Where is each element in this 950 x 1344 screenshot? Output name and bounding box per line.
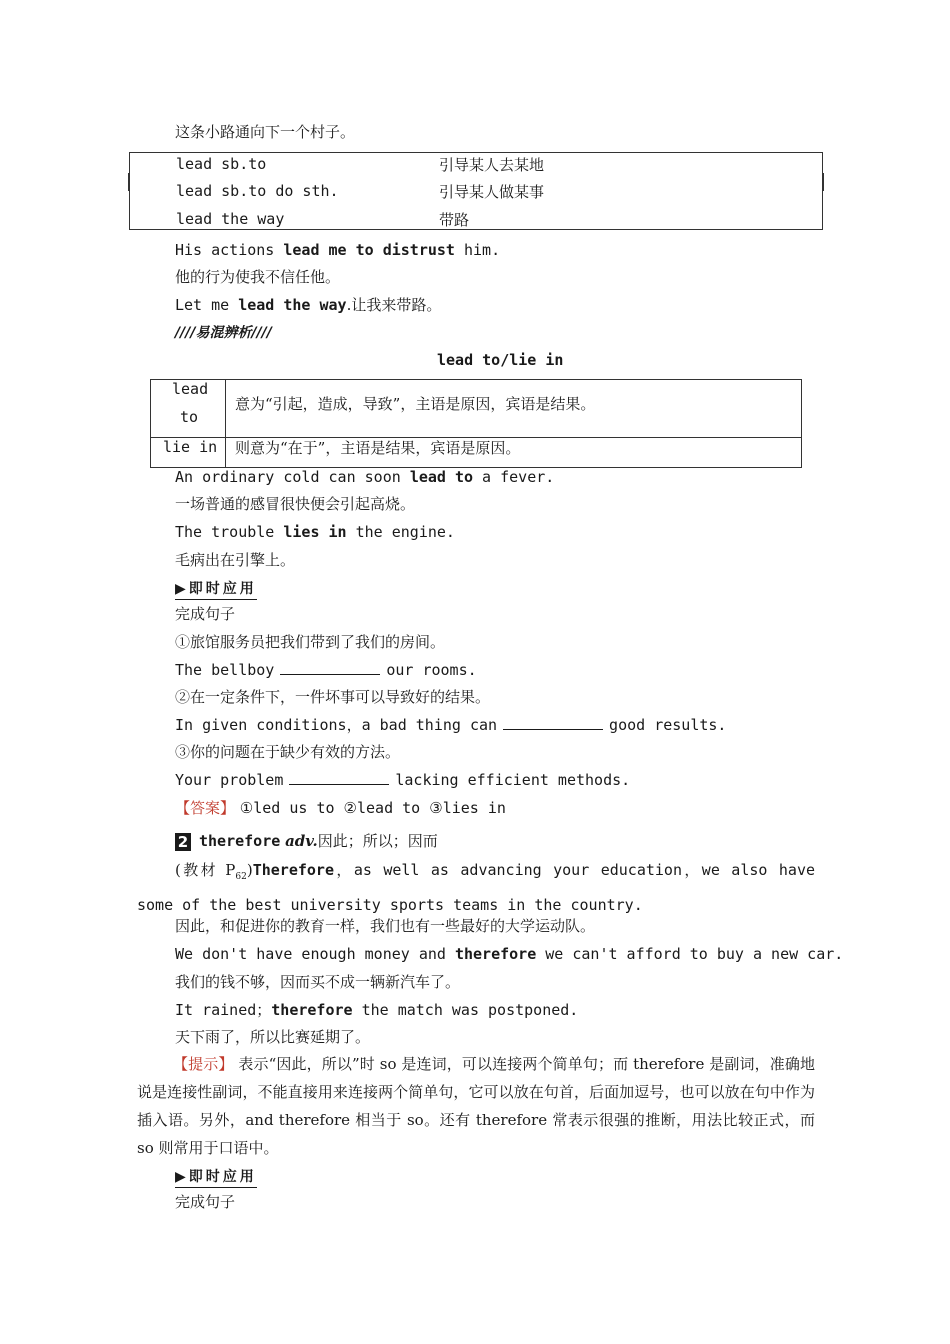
table-key: lie in [163, 438, 218, 456]
practice-title: 完成句子 [175, 1193, 236, 1211]
section-pos: adv. [285, 832, 318, 850]
question-en: In given conditions，a bad thing can good results. [175, 716, 727, 734]
section-meaning: 因此；所以；因而 [317, 832, 438, 850]
question-cn: ③你的问题在于缺少有效的方法。 [175, 743, 401, 761]
question-en: The bellboy our rooms. [175, 661, 477, 679]
example-sentence: His actions lead me to distrust him. [175, 241, 501, 259]
phrase-cn: 引导某人做某事 [439, 183, 545, 201]
question-en: Your problem lacking efficient methods. [175, 771, 631, 789]
answer-blank[interactable] [280, 660, 380, 675]
practice-tag: ▶即时应用 [175, 1166, 257, 1188]
example-translation: 他的行为使我不信任他。 [175, 268, 341, 286]
question-cn: ②在一定条件下，一件坏事可以导致好的结果。 [175, 688, 491, 706]
question-cn: ①旅馆服务员把我们带到了我们的房间。 [175, 633, 446, 651]
table-value: 意为“引起，造成，导致”，主语是原因，宾语是结果。 [235, 395, 596, 413]
comparison-table [150, 379, 802, 468]
section-heading [175, 831, 438, 851]
example-sentence: We don't have enough money and therefore we can't afford to buy a new car. [175, 945, 844, 963]
table-edge-mark [128, 173, 130, 191]
example-translation: 天下雨了，所以比赛延期了。 [175, 1028, 371, 1046]
example-translation: 因此，和促进你的教育一样，我们也有一些最好的大学运动队。 [175, 917, 596, 935]
textbook-example: (教材 $P_{62})Therefore$，as well as advancing your education，we also have some of the best university sports teams in the country. [137, 861, 816, 914]
answer-text: ①led us to ②lead to ③lies in [239, 799, 506, 817]
practice-tag: ▶即时应用 [175, 578, 257, 600]
intro-sentence-cn: 这条小路通向下一个村子。 [175, 123, 356, 141]
table-value: 则意为“在于”，主语是结果，宾语是原因。 [235, 439, 521, 457]
answer-blank[interactable] [289, 770, 389, 785]
table-edge-mark [822, 173, 824, 191]
example-translation: 我们的钱不够，因而买不成一辆新汽车了。 [175, 973, 461, 991]
phrase-en: lead sb.to do sth. [176, 182, 339, 200]
example-sentence: An ordinary cold can soon lead to a fever. [175, 468, 555, 486]
table-key: to [180, 408, 199, 426]
confusion-title: lead to/lie in [437, 351, 564, 369]
example-sentence: The trouble lies in the engine. [175, 523, 455, 541]
answer-line [175, 798, 506, 818]
example-translation: 毛病出在引擎上。 [175, 551, 296, 569]
section-word: therefore [199, 832, 281, 850]
table-divider [225, 380, 226, 467]
confusion-label: ////易混辨析//// [175, 325, 272, 341]
table-key: lead [172, 380, 209, 398]
phrase-en: lead sb.to [176, 155, 267, 173]
tip-paragraph [137, 1050, 815, 1162]
section-number: 2 [175, 833, 191, 851]
phrase-cn: 引导某人去某地 [439, 156, 545, 174]
phrase-cn: 带路 [439, 211, 470, 229]
answer-label: 【答案】 [175, 799, 236, 817]
example-sentence: Let me lead the way.让我来带路。 [175, 296, 442, 314]
answer-blank[interactable] [503, 715, 603, 730]
play-arrow-icon: ▶ [175, 1169, 189, 1185]
tip-text: 表示“因此，所以”时 so 是连词，可以连接两个简单句；而 therefore 是副词，准确地说是连接性副词，不能直接用来连接两个简单句，它可以放在句首，后面加逗号，也可以放在句中作为插入语。另外，and therefore 相当于 so。还有 therefore 常表示很强的推断，用法比较正式，而 so 则常用于口语中。 [137, 1055, 815, 1157]
phrase-en: lead the way [176, 210, 285, 228]
tip-label: 【提示】 [173, 1055, 234, 1073]
practice-title: 完成句子 [175, 605, 236, 623]
example-translation: 一场普通的感冒很快便会引起高烧。 [175, 495, 416, 513]
play-arrow-icon: ▶ [175, 581, 189, 597]
phrase-table [129, 152, 823, 230]
example-sentence: It rained；therefore the match was postponed. [175, 1001, 579, 1019]
